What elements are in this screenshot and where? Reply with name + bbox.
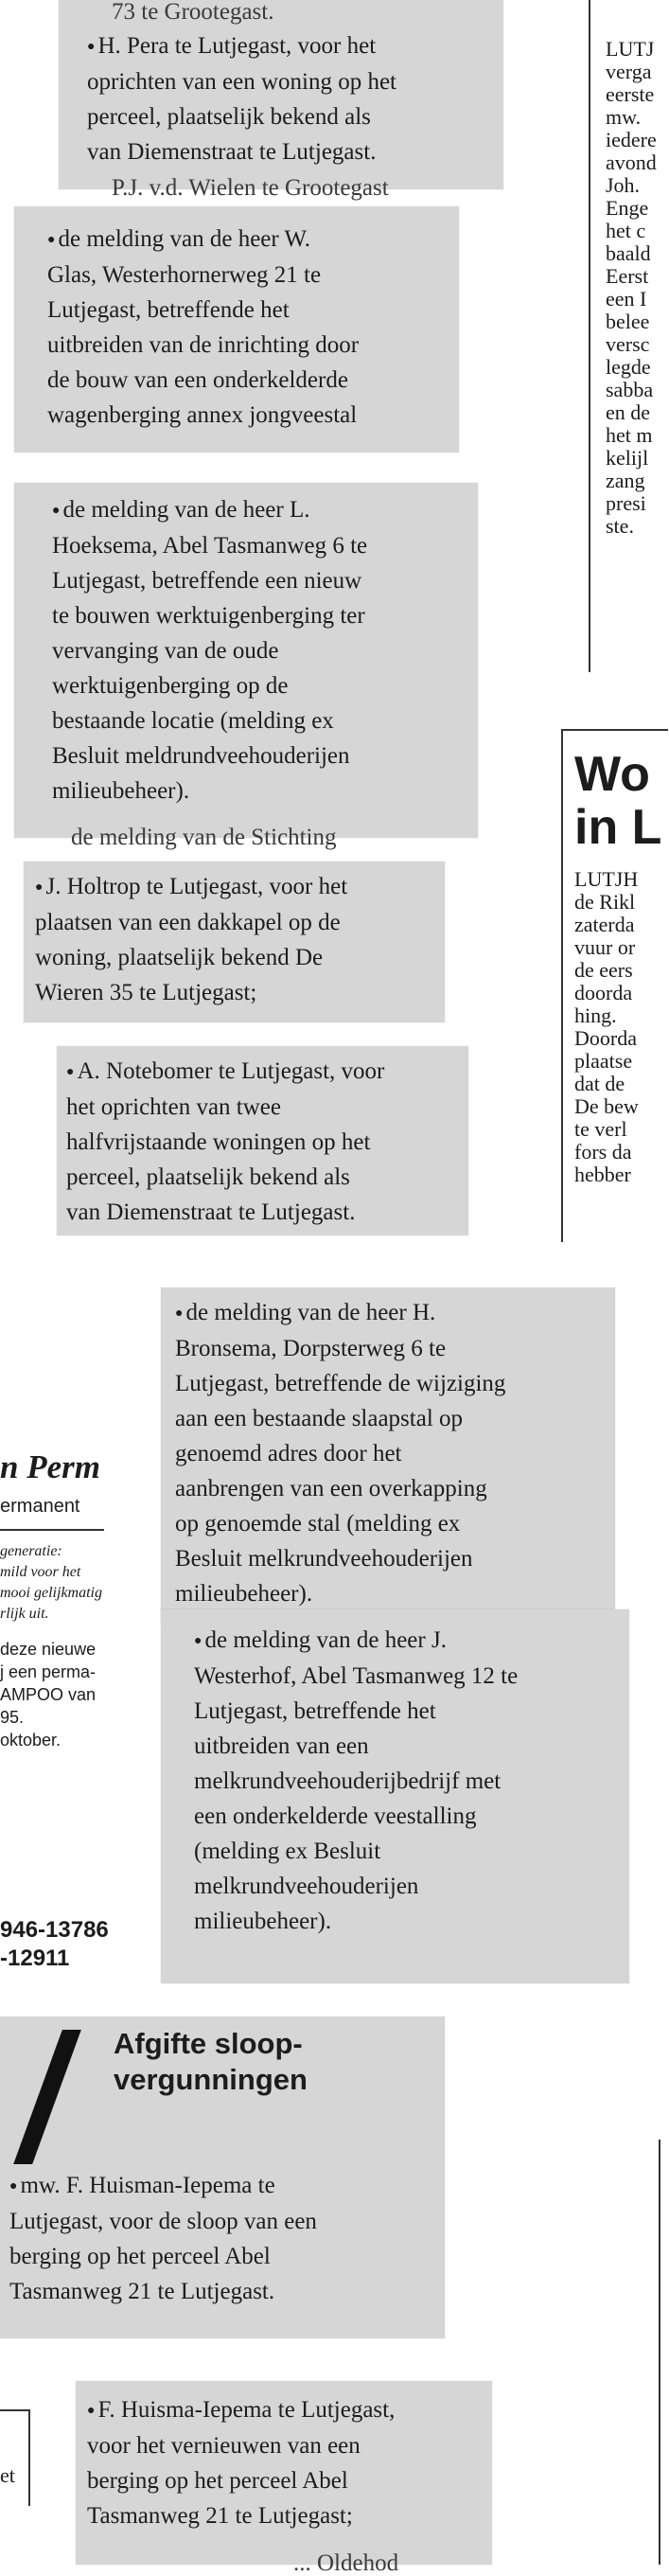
clipping-7 [161,1609,629,1983]
article-heading: Wo in L [574,747,662,855]
bottom-left-fragment [0,2409,30,2506]
article-text: LUTJH de Rikl zaterda vuur or de eers doorda hing. Doorda plaatse dat de De bew te verl fors da hebber [574,867,639,1186]
section-heading: Afgifte sloop- vergunningen [114,2027,308,2096]
decorative-slash [13,2030,81,2164]
clipping-1 [59,0,503,201]
cut-text-bottom: P.J. v.d. Wielen te Grootegast [112,175,389,201]
clipping-text: ● H. Pera te Lutjegast, voor het oprichten van een woning op het perceel, plaatselijk bekend als van Diemenstraat te Lutjegast. [87,28,494,169]
clipping-text: ● de melding van de heer W. Glas, Westerhornerweg 21 te Lutjegast, betreffende het uitbreiden van de inrichting door de bouw van een onderkelderde wagenberging annex jongveestal [47,222,449,433]
clipping-text: ● de melding van de heer J. Westerhof, Abel Tasmanweg 12 te Lutjegast, betreffende het uitbreiden van een melkrundveehouderijbedrijf met een onderkelderde veestalling (melding ex Besluit melkrundveehouderijen milieubeheer). [194,1623,625,1939]
clipping-3 [14,483,478,850]
cut-text-bottom: ... Oldehod [293,2550,399,2576]
clipping-4 [24,862,445,1022]
ad-promo: deze nieuwe j een perma- AMPOO van 95. oktober. [0,1640,97,1750]
fragment-text: et [0,2463,15,2487]
clipping-9 [76,2381,492,2576]
clipping-2 [14,206,459,453]
clipping-5 [57,1046,468,1235]
clipping-text: ● de melding van de heer H. Bronsema, Dorpsterweg 6 te Lutjegast, betreffende de wijziging aan een bestaande slaapstal op genoemd adres door het aanbrengen van een overkapping op genoemde stal (melding ex Besluit melkrundveehouderijen milieubeheer). [175,1295,610,1611]
clipping-text: ● de melding van de heer L. Hoeksema, Abel Tasmanweg 6 te Lutjegast, betreffende een nieuw te bouwen werktuigenberging ter vervanging van de oude werktuigenberging op de bestaande locatie (melding ex Besluit meldrundveehouderijen milieubeheer). [52,492,468,808]
right-article-2 [561,729,668,1242]
clipping-8 [0,2016,445,2338]
clipping-6 [161,1288,615,1624]
clipping-text: ● mw. F. Huisman-Iepema te Lutjegast, voor de sloop van een berging op het perceel Abel Tasmanweg 21 te Lutjegast. [9,2168,435,2309]
ad-phone-2: -12911 [0,1945,70,1971]
ad-phone-1: 946-13786 [0,1917,109,1943]
ad-body: generatie: mild voor het mooi gelijkmatig rlijk uit. [0,1543,102,1622]
cut-text-top: 73 te Grootegast. [112,0,274,25]
bottom-right-fragment [659,2140,668,2565]
clipping-text: ● J. Holtrop te Lutjegast, voor het plaatsen van een dakkapel op de woning, plaatselijk bekend De Wieren 35 te Lutjegast; [35,869,442,1010]
left-sidebar-ad [0,1439,109,1988]
clipping-text: ● A. Notebomer te Lutjegast, voor het oprichten van twee halfvrijstaande woningen op het perceel, plaatselijk bekend als van Diemenstraat te Lutjegast. [66,1054,464,1230]
right-article-1 [589,0,668,672]
article-text: LUTJ verga eerste mw. iedere avond Joh. Enge het c baald Eerst een I belee versc legde sabba en de het m kelijl zang presi ste. [606,37,657,538]
ad-title: n Perm [0,1448,100,1485]
cut-text-bottom: de melding van de Stichting [71,825,337,850]
ad-subtitle: ermanent [0,1496,80,1517]
clipping-text: ● F. Huisma-Iepema te Lutjegast, voor het vernieuwen van een berging op het perceel Abel Tasmanweg 21 te Lutjegast; [87,2392,489,2533]
ad-divider [0,1529,104,1531]
